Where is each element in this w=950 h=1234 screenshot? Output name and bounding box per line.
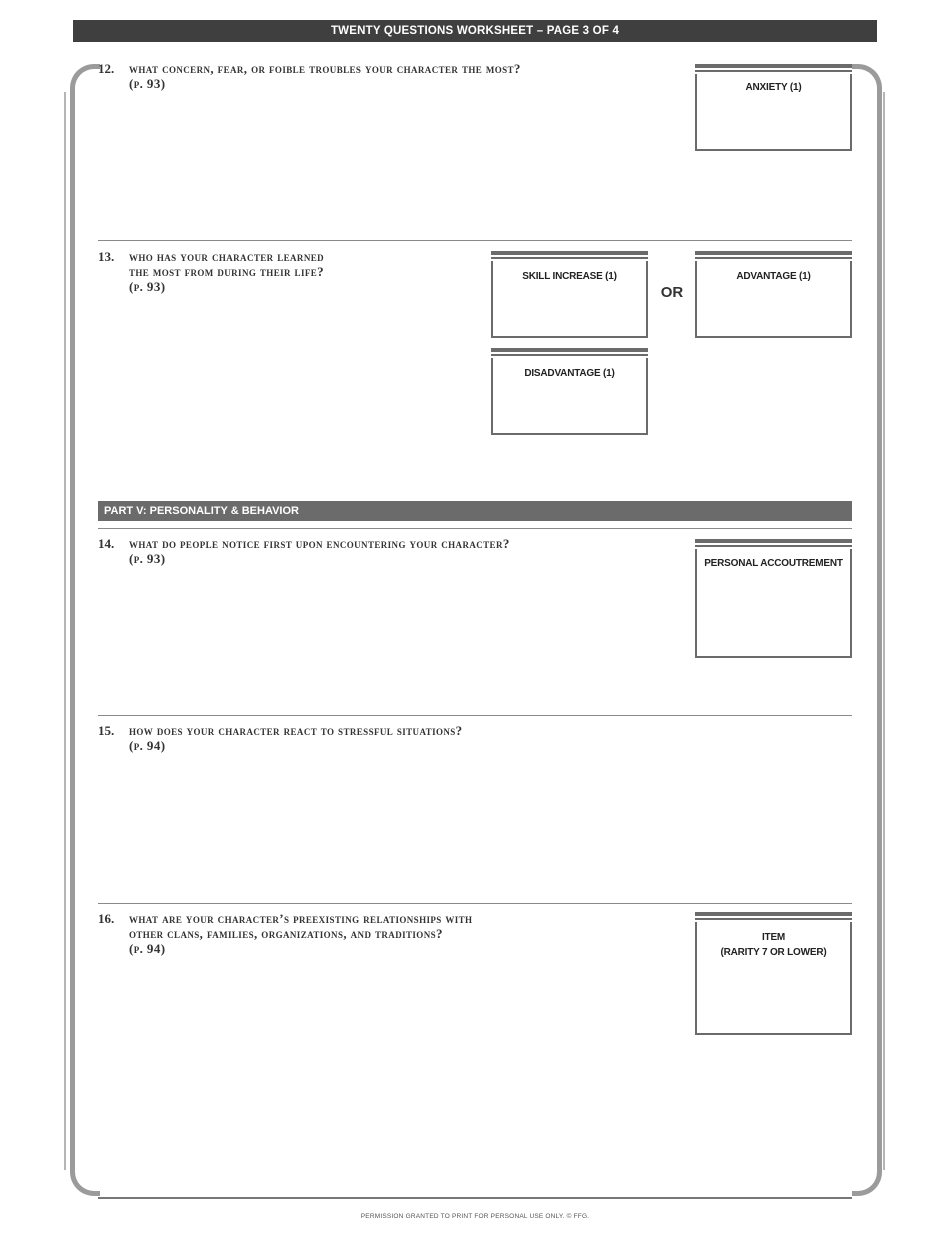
question-14-text: [129, 536, 510, 566]
item-rarity-text: (RARITY 7 OR LOWER): [720, 947, 827, 958]
skill-increase-box[interactable]: [491, 261, 648, 338]
advantage-box[interactable]: [695, 261, 852, 338]
divider-4: [98, 903, 852, 904]
or-label: OR: [660, 284, 684, 301]
advantage-label-text: ADVANTAGE (1): [736, 271, 811, 282]
question-13-number: 13.: [98, 249, 115, 264]
bottom-rule: [98, 1197, 852, 1199]
question-14-page-ref: (p. 93): [129, 551, 166, 566]
item-box-label: [697, 930, 850, 960]
question-15-text: [129, 723, 463, 753]
question-13-line-1: who has your character learned: [129, 249, 325, 264]
anxiety-label-text: ANXIETY (1): [745, 82, 802, 93]
disadvantage-box[interactable]: [491, 358, 648, 435]
item-label-text: ITEM: [761, 932, 786, 943]
question-16-text: [129, 911, 472, 956]
worksheet-header: TWENTY QUESTIONS WORKSHEET – PAGE 3 OF 4: [73, 20, 877, 42]
skill-increase-box-label: [493, 269, 646, 284]
item-box[interactable]: [695, 922, 852, 1035]
question-13-text: [129, 249, 324, 294]
divider-1: [98, 240, 852, 241]
question-14-line-1: what do people notice first upon encountering your character?: [129, 536, 510, 551]
section-bar-part-v: PART V: PERSONALITY & BEHAVIOR: [98, 501, 852, 521]
question-16-line-2: other clans, families, organizations, and traditions?: [129, 926, 443, 941]
divider-2: [98, 528, 852, 529]
anxiety-box[interactable]: [695, 74, 852, 151]
question-12-number: 12.: [98, 61, 115, 76]
left-frame-bracket: [70, 64, 100, 1196]
anxiety-box-label: [697, 80, 850, 95]
personal-accoutrement-box[interactable]: [695, 549, 852, 658]
left-frame-line: [64, 92, 66, 1170]
personal-accoutrement-label-text: PERSONAL ACCOUTREMENT: [704, 558, 843, 569]
question-15-page-ref: (p. 94): [129, 738, 166, 753]
personal-accoutrement-box-label: [697, 556, 850, 571]
disadvantage-box-label: [493, 366, 646, 381]
question-13-page-ref: (p. 93): [129, 279, 166, 294]
question-15-number: 15.: [98, 723, 115, 738]
question-16-number: 16.: [98, 911, 115, 926]
advantage-box-label: [697, 269, 850, 284]
question-15-line-1: how does your character react to stressful situations?: [129, 723, 463, 738]
question-16-line-1: what are your character’s preexisting relationships with: [129, 911, 473, 926]
right-frame-bracket: [852, 64, 882, 1196]
question-13-line-2: the most from during their life?: [129, 264, 325, 279]
divider-3: [98, 715, 852, 716]
question-12-line-1: what concern, fear, or foible troubles your character the most?: [129, 61, 521, 76]
footer-permission: PERMISSION GRANTED TO PRINT FOR PERSONAL USE ONLY. © FFG.: [360, 1213, 590, 1220]
question-12-text: [129, 61, 521, 91]
right-frame-line: [883, 92, 885, 1170]
question-14-number: 14.: [98, 536, 115, 551]
question-16-page-ref: (p. 94): [129, 941, 166, 956]
disadvantage-label-text: DISADVANTAGE (1): [524, 368, 615, 379]
question-12-page-ref: (p. 93): [129, 76, 166, 91]
skill-increase-label-text: SKILL INCREASE (1): [522, 271, 617, 282]
